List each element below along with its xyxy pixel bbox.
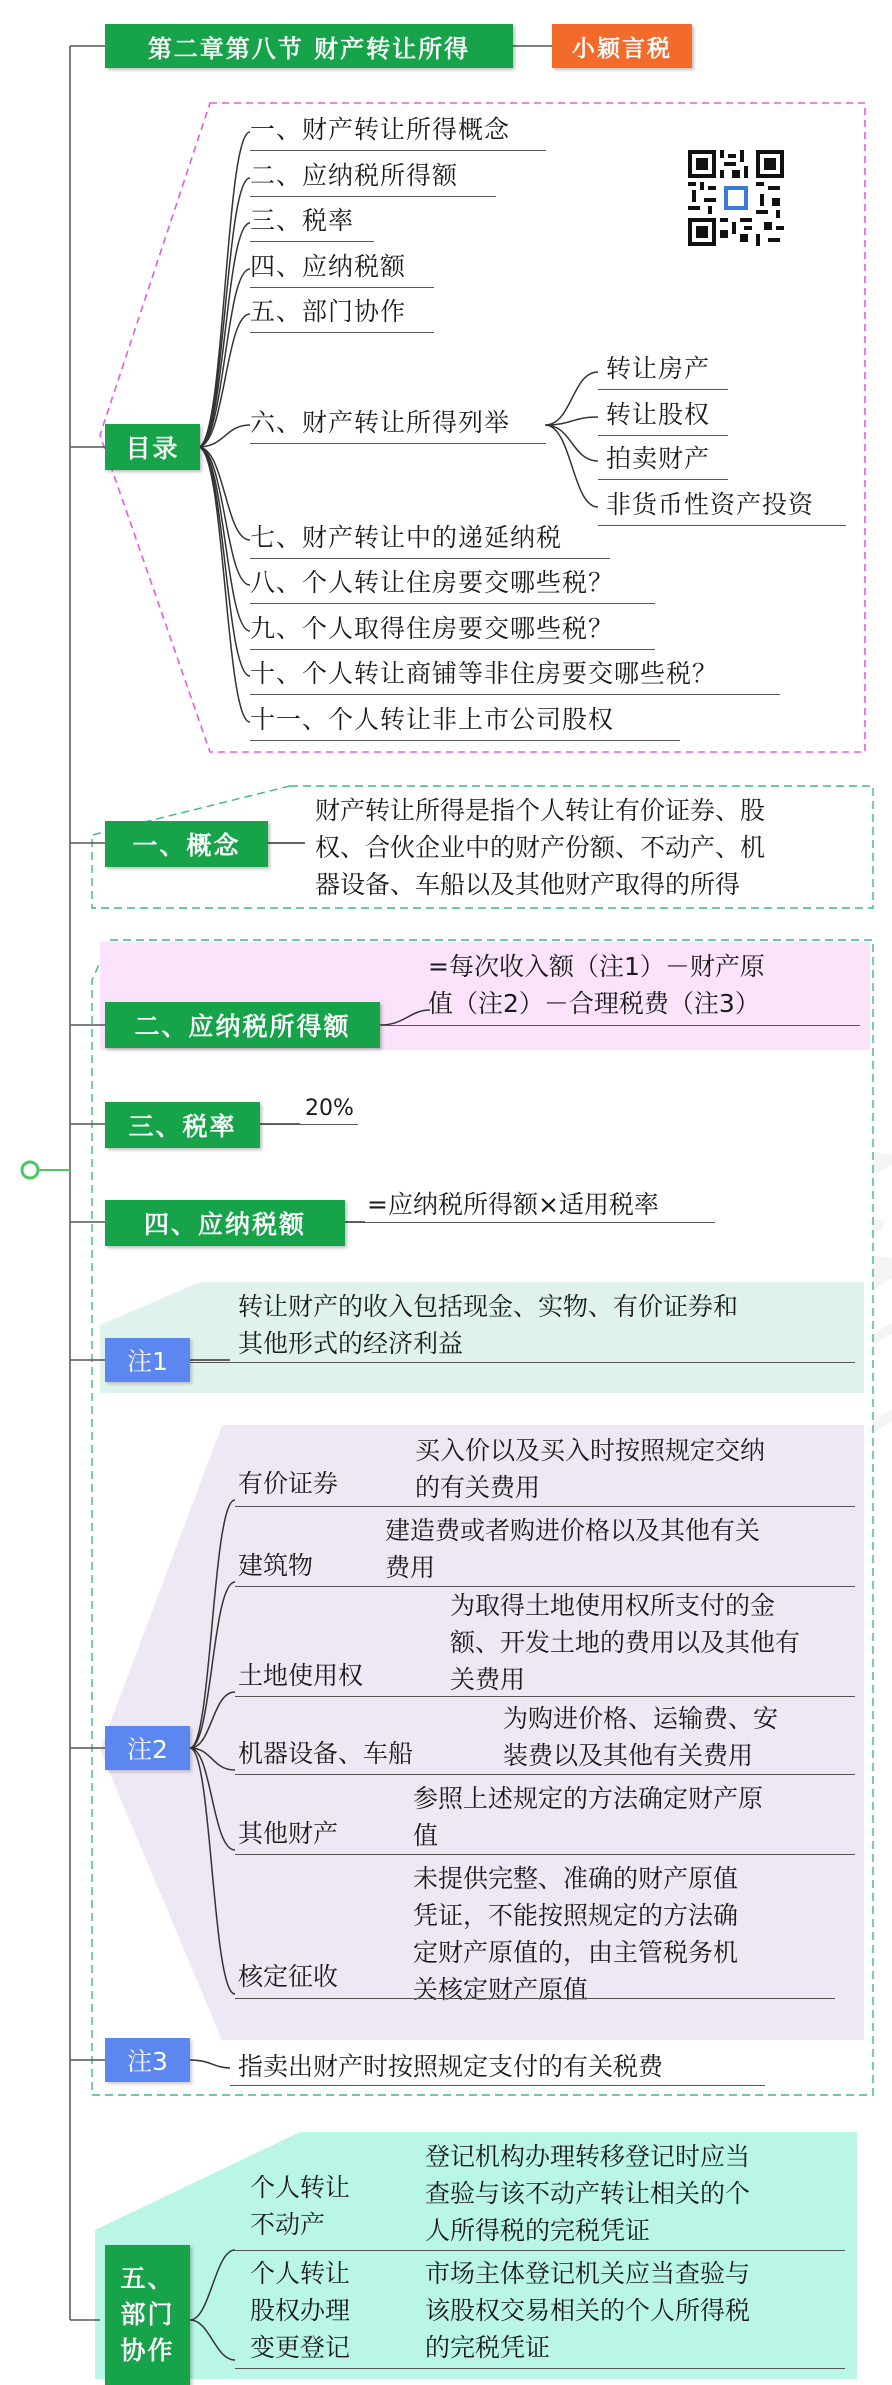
root-node	[22, 1162, 38, 1178]
note2-item-desc-4a: 为购进价格、运输费、安	[503, 1704, 779, 1733]
note2-item-desc-3b: 额、开发土地的费用以及其他有	[450, 1628, 801, 1657]
note2-item-desc-2a: 建造费或者购进价格以及其他有关	[385, 1516, 761, 1545]
toc-item-6[interactable]: 六、财产转让所得列举	[250, 408, 511, 437]
taxable-income-line-1: =每次收入额（注1）－财产原	[428, 952, 765, 981]
note2-item-desc-1b: 的有关费用	[415, 1473, 541, 1502]
concept-line-2: 权、合伙企业中的财产份额、不动产、机	[315, 833, 766, 862]
note2-item-name-1: 有价证券	[238, 1469, 339, 1498]
note1-label: 注1	[105, 1338, 190, 1382]
concept-label: 一、概念	[105, 821, 268, 867]
note2-item-name-5: 其他财产	[238, 1819, 339, 1848]
cooperation-item-desc-1a: 登记机构办理转移登记时应当	[425, 2142, 751, 2171]
cooperation-item-name-2a: 个人转让	[250, 2259, 351, 2288]
toc-item-8[interactable]: 八、个人转让住房要交哪些税？	[250, 568, 615, 597]
note2-item-desc-3a: 为取得土地使用权所支付的金	[450, 1591, 776, 1620]
cooperation-item-name-1b: 不动产	[250, 2210, 326, 2239]
rate-value: 20%	[305, 1096, 354, 1121]
page-title: 第二章第八节 财产转让所得	[105, 24, 513, 68]
note3-label: 注3	[105, 2038, 190, 2082]
toc-item-1[interactable]: 一、财产转让所得概念	[250, 115, 511, 144]
toc-item-5[interactable]: 五、部门协作	[250, 297, 407, 326]
cooperation-label: 五、 部门 协作	[105, 2245, 190, 2385]
note2-item-name-4: 机器设备、车船	[238, 1739, 414, 1768]
toc-item-4[interactable]: 四、应纳税额	[250, 252, 407, 281]
cooperation-item-desc-1c: 人所得税的完税凭证	[425, 2216, 651, 2245]
rate-label: 三、税率	[105, 1102, 260, 1148]
note2-item-desc-1a: 买入价以及买入时按照规定交纳	[415, 1436, 766, 1465]
note1-line-1: 转让财产的收入包括现金、实物、有价证券和	[238, 1292, 739, 1321]
note2-item-desc-5a: 参照上述规定的方法确定财产原	[413, 1784, 764, 1813]
taxable-income-label: 二、应纳税所得额	[105, 1002, 380, 1048]
cooperation-item-desc-2b: 该股权交易相关的个人所得税	[425, 2296, 751, 2325]
note2-item-name-2: 建筑物	[238, 1551, 314, 1580]
note2-item-name-6: 核定征收	[238, 1962, 339, 1991]
toc-item-3[interactable]: 三、税率	[250, 206, 355, 235]
cooperation-item-desc-2c: 的完税凭证	[425, 2333, 551, 2362]
toc-sub-item-1[interactable]: 转让房产	[606, 354, 711, 383]
cooperation-item-desc-1b: 查验与该不动产转让相关的个	[425, 2179, 751, 2208]
note2-item-desc-6a: 未提供完整、准确的财产原值	[413, 1864, 739, 1893]
note1-line-2: 其他形式的经济利益	[238, 1329, 464, 1358]
note3-text: 指卖出财产时按照规定支付的有关税费	[238, 2052, 664, 2081]
toc-sub-item-2[interactable]: 转让股权	[606, 400, 711, 429]
brand-badge: 小颖言税	[552, 24, 692, 68]
note2-item-desc-4b: 装费以及其他有关费用	[503, 1741, 754, 1770]
tax-payable-formula: =应纳税所得额×适用税率	[367, 1190, 659, 1219]
cooperation-item-name-2c: 变更登记	[250, 2333, 351, 2362]
cooperation-item-name-2b: 股权办理	[250, 2296, 351, 2325]
note2-item-name-3: 土地使用权	[238, 1661, 364, 1690]
cooperation-item-desc-2a: 市场主体登记机关应当查验与	[425, 2259, 751, 2288]
toc-sub-item-3[interactable]: 拍卖财产	[606, 444, 711, 473]
note2-item-desc-2b: 费用	[385, 1553, 436, 1582]
toc-item-9[interactable]: 九、个人取得住房要交哪些税？	[250, 614, 615, 643]
toc-item-7[interactable]: 七、财产转让中的递延纳税	[250, 523, 563, 552]
note2-label: 注2	[105, 1726, 190, 1770]
note2-item-desc-6c: 定财产原值的，由主管税务机	[413, 1938, 739, 1967]
cooperation-item-name-1a: 个人转让	[250, 2173, 351, 2202]
concept-line-1: 财产转让所得是指个人转让有价证券、股	[315, 796, 766, 825]
note2-item-desc-5b: 值	[413, 1821, 439, 1850]
toc-sub-item-4[interactable]: 非货币性资产投资	[606, 490, 815, 519]
note2-item-desc-3c: 关费用	[450, 1665, 526, 1694]
note2-item-desc-6d: 关核定财产原值	[413, 1975, 589, 2004]
taxable-income-line-2: 值（注2）－合理税费（注3）	[428, 989, 760, 1018]
qr-code-icon	[688, 150, 784, 246]
tax-payable-label: 四、应纳税额	[105, 1200, 345, 1246]
note2-item-desc-6b: 凭证，不能按照规定的方法确	[413, 1901, 739, 1930]
concept-line-3: 器设备、车船以及其他财产取得的所得	[315, 870, 741, 899]
toc-item-10[interactable]: 十、个人转让商铺等非住房要交哪些税？	[250, 659, 719, 688]
toc-label: 目录	[105, 424, 200, 470]
toc-item-2[interactable]: 二、应纳税所得额	[250, 161, 459, 190]
toc-item-11[interactable]: 十一、个人转让非上市公司股权	[250, 705, 615, 734]
